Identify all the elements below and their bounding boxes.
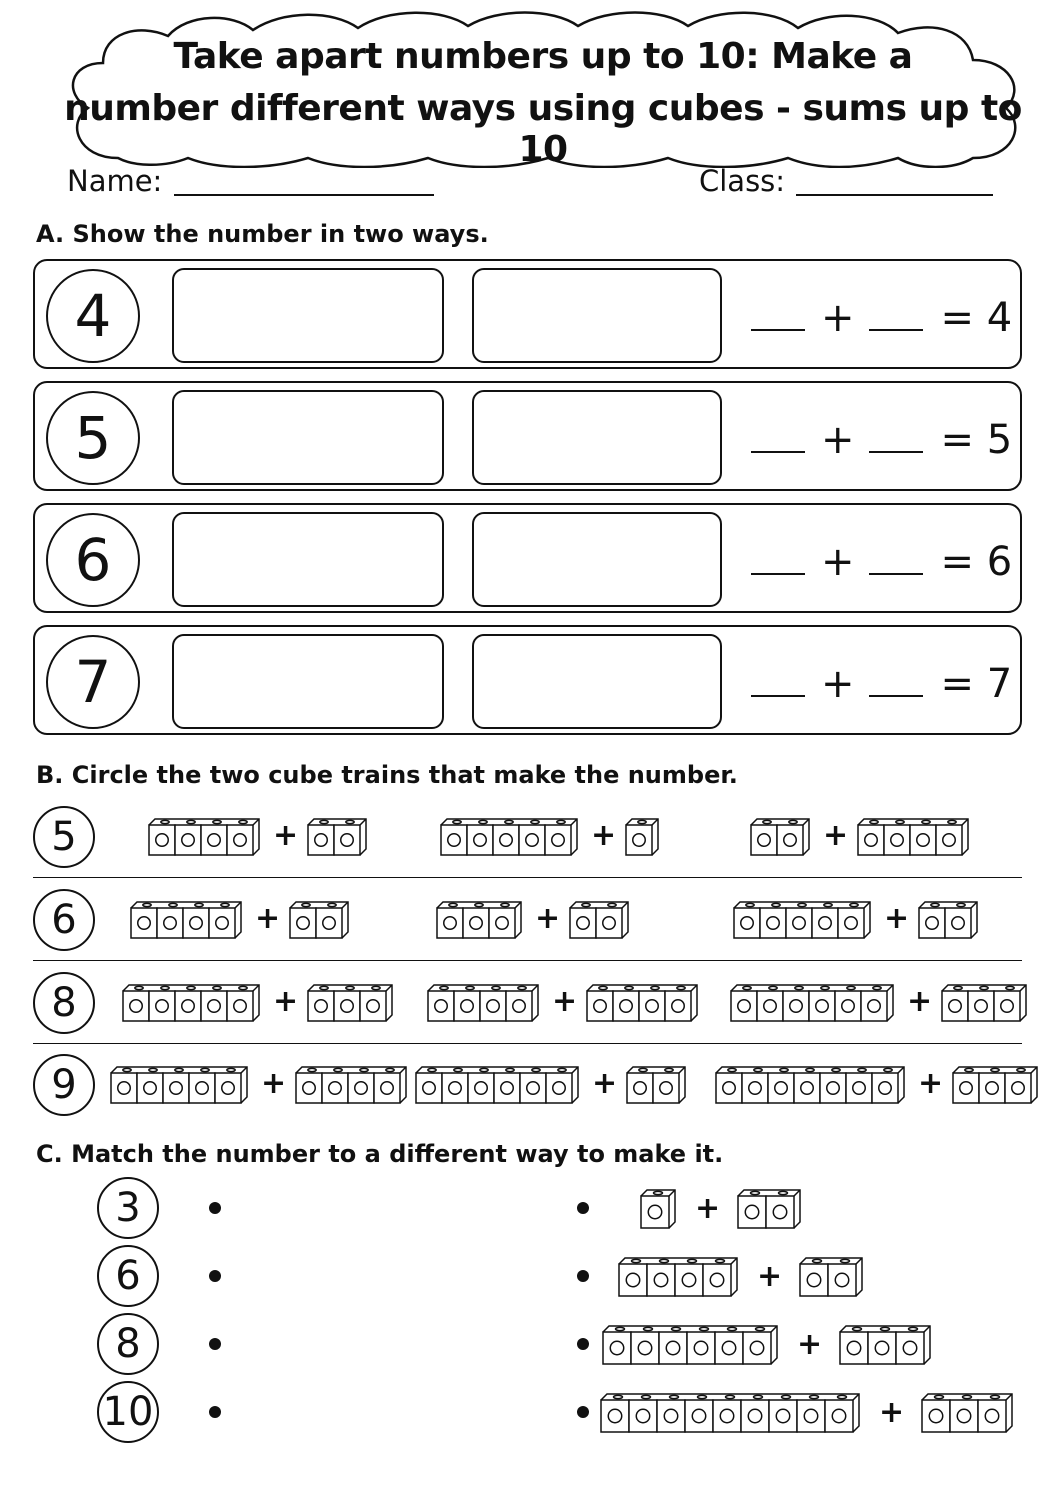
match-number-circle: 6 [97, 1245, 159, 1307]
cube-train[interactable] [289, 901, 350, 940]
plus-sign: + [255, 901, 281, 936]
plus-sign: + [821, 295, 855, 341]
number-circle: 5 [46, 391, 140, 485]
addend-blank-2[interactable] [869, 695, 923, 697]
match-dot-right[interactable] [577, 1406, 589, 1418]
target-number-circle: 8 [33, 972, 95, 1034]
plus-sign: + [884, 901, 910, 936]
section-b-heading: B. Circle the two cube trains that make the number. [36, 761, 738, 789]
plus-sign: + [823, 818, 849, 853]
cube-train[interactable] [715, 1066, 906, 1105]
section-c-heading: C. Match the number to a different way to make it. [36, 1140, 724, 1168]
cube-train[interactable] [737, 1189, 802, 1230]
match-dot-left[interactable] [209, 1406, 221, 1418]
number-circle: 4 [46, 269, 140, 363]
addend-blank-1[interactable] [751, 451, 805, 453]
cube-train[interactable] [148, 818, 261, 857]
plus-sign: + [797, 1327, 823, 1362]
addend-blank-1[interactable] [751, 329, 805, 331]
addend-blank-2[interactable] [869, 451, 923, 453]
answer-box-1[interactable] [172, 268, 444, 363]
cube-train[interactable] [626, 1066, 687, 1105]
name-label: Name: [67, 164, 163, 198]
title-line-1: Take apart numbers up to 10: Make a [173, 36, 913, 77]
equation [751, 661, 1012, 707]
target-number-circle: 9 [33, 1054, 95, 1116]
cube-train[interactable] [857, 818, 970, 857]
match-dot-right[interactable] [577, 1338, 589, 1350]
cube-train[interactable] [122, 984, 261, 1023]
match-dot-right[interactable] [577, 1202, 589, 1214]
cube-train[interactable] [307, 984, 394, 1023]
equals-result: = 7 [940, 661, 1013, 707]
addend-blank-1[interactable] [751, 695, 805, 697]
plus-sign: + [535, 901, 561, 936]
cube-train[interactable] [921, 1393, 1014, 1434]
target-number-circle: 6 [33, 889, 95, 951]
cube-train[interactable] [941, 984, 1028, 1023]
equation [751, 417, 1012, 463]
equation [751, 295, 1012, 341]
plus-sign: + [592, 1066, 618, 1101]
class-line[interactable] [796, 194, 993, 196]
cube-train[interactable] [415, 1066, 580, 1105]
section-a-heading: A. Show the number in two ways. [36, 220, 489, 248]
plus-sign: + [273, 818, 299, 853]
cube-train[interactable] [307, 818, 368, 857]
answer-box-2[interactable] [472, 268, 722, 363]
cube-train[interactable] [733, 901, 872, 940]
match-number-circle: 10 [97, 1381, 159, 1443]
match-number-circle: 8 [97, 1313, 159, 1375]
plus-sign: + [261, 1066, 287, 1101]
equals-result: = 4 [940, 295, 1013, 341]
plus-sign: + [907, 984, 933, 1019]
cube-train[interactable] [952, 1066, 1039, 1105]
cube-train[interactable] [602, 1325, 779, 1366]
cube-train[interactable] [295, 1066, 408, 1105]
plus-sign: + [591, 818, 617, 853]
plus-sign: + [552, 984, 578, 1019]
plus-sign: + [918, 1066, 944, 1101]
number-circle: 6 [46, 513, 140, 607]
title-line-2: number different ways using cubes - sums up to 10 [64, 88, 1022, 170]
match-dot-right[interactable] [577, 1270, 589, 1282]
row-divider [33, 960, 1022, 961]
answer-box-2[interactable] [472, 390, 722, 485]
equals-result: = 6 [940, 539, 1013, 585]
cube-train[interactable] [436, 901, 523, 940]
cube-train[interactable] [799, 1257, 864, 1298]
answer-box-1[interactable] [172, 634, 444, 729]
target-number-circle: 5 [33, 806, 95, 868]
cube-train[interactable] [625, 818, 660, 857]
match-dot-left[interactable] [209, 1338, 221, 1350]
name-line[interactable] [174, 194, 434, 196]
equation [751, 539, 1012, 585]
answer-box-1[interactable] [172, 512, 444, 607]
cube-train[interactable] [640, 1189, 677, 1230]
cube-train[interactable] [440, 818, 579, 857]
plus-sign: + [821, 661, 855, 707]
class-label: Class: [699, 164, 786, 198]
cube-train[interactable] [110, 1066, 249, 1105]
equals-result: = 5 [940, 417, 1013, 463]
answer-box-2[interactable] [472, 634, 722, 729]
addend-blank-2[interactable] [869, 573, 923, 575]
number-circle: 7 [46, 635, 140, 729]
answer-box-1[interactable] [172, 390, 444, 485]
plus-sign: + [757, 1259, 783, 1294]
cube-train[interactable] [130, 901, 243, 940]
addend-blank-2[interactable] [869, 329, 923, 331]
cube-train[interactable] [839, 1325, 932, 1366]
plus-sign: + [821, 417, 855, 463]
match-dot-left[interactable] [209, 1202, 221, 1214]
plus-sign: + [273, 984, 299, 1019]
plus-sign: + [821, 539, 855, 585]
cube-train[interactable] [730, 984, 895, 1023]
cube-train[interactable] [750, 818, 811, 857]
cube-train[interactable] [586, 984, 699, 1023]
plus-sign: + [695, 1191, 721, 1226]
row-divider [33, 877, 1022, 878]
plus-sign: + [879, 1395, 905, 1430]
answer-box-2[interactable] [472, 512, 722, 607]
match-dot-left[interactable] [209, 1270, 221, 1282]
cube-train[interactable] [427, 984, 540, 1023]
cube-train[interactable] [600, 1393, 861, 1434]
cube-train[interactable] [618, 1257, 739, 1298]
addend-blank-1[interactable] [751, 573, 805, 575]
row-divider [33, 1043, 1022, 1044]
cube-train[interactable] [918, 901, 979, 940]
match-number-circle: 3 [97, 1177, 159, 1239]
cube-train[interactable] [569, 901, 630, 940]
